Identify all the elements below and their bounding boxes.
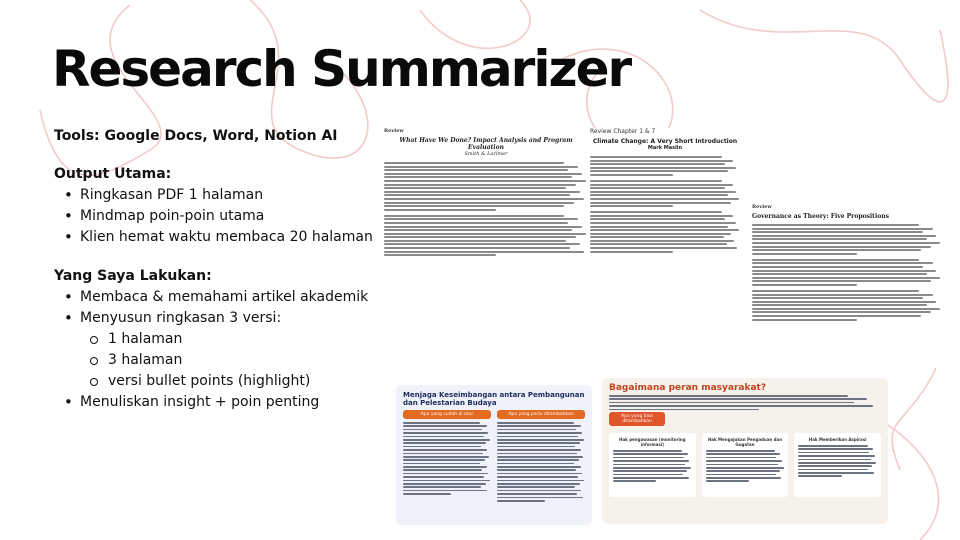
text-line xyxy=(384,198,584,200)
text-line xyxy=(613,474,683,476)
box-heading: Hak Mengajukan Pengaduan dan Gugatan xyxy=(707,436,783,447)
list-item-label: Menyusun ringkasan 3 versi: xyxy=(80,310,282,326)
text-line xyxy=(752,262,933,264)
text-line xyxy=(384,191,580,193)
text-line xyxy=(384,229,572,231)
text-line xyxy=(590,198,739,200)
card-pill-label: Apa yang bisa ditambahkan xyxy=(609,412,665,426)
text-line xyxy=(590,184,733,186)
text-line xyxy=(752,284,857,286)
text-line xyxy=(384,162,564,164)
text-line xyxy=(384,240,566,242)
card-text-block xyxy=(798,445,877,477)
list-item: • Ringkasan PDF 1 halaman xyxy=(54,185,374,206)
text-line xyxy=(384,166,578,168)
text-line xyxy=(590,205,673,207)
text-line xyxy=(798,472,874,474)
text-line xyxy=(798,465,872,467)
tasks-list xyxy=(54,287,374,413)
text-line xyxy=(613,450,682,452)
text-line xyxy=(798,462,876,464)
text-line xyxy=(798,448,873,450)
text-line xyxy=(752,259,919,261)
text-line xyxy=(590,156,722,158)
text-line xyxy=(590,187,725,189)
text-line xyxy=(403,449,487,451)
text-line xyxy=(590,243,727,245)
text-line xyxy=(497,463,574,465)
document-thumbnail-climate-change xyxy=(590,128,740,340)
doc-text-block xyxy=(752,290,942,321)
text-line xyxy=(590,174,673,176)
text-line xyxy=(497,456,583,458)
text-line xyxy=(497,490,581,492)
text-line xyxy=(613,470,687,472)
list-item: • Membaca & memahami artikel akademik xyxy=(54,287,374,308)
card-text-block xyxy=(497,422,585,502)
doc-author: Mark Maslin xyxy=(647,145,683,151)
card-pill-label: Apa yang perlu ditambahkan xyxy=(497,410,585,419)
infographic-card-pembangunan xyxy=(396,385,592,525)
text-line xyxy=(590,226,728,228)
text-line xyxy=(403,473,488,475)
text-line xyxy=(590,240,734,242)
text-line xyxy=(613,464,685,466)
text-line xyxy=(590,247,737,249)
text-line xyxy=(497,446,575,448)
text-line xyxy=(403,429,482,431)
text-line xyxy=(609,395,848,397)
text-line xyxy=(752,294,933,296)
text-line xyxy=(706,467,784,469)
text-line xyxy=(497,480,584,482)
text-line xyxy=(590,211,722,213)
text-line xyxy=(497,432,582,434)
tasks-heading: Yang Saya Lakukan: xyxy=(54,268,212,284)
text-line xyxy=(497,497,583,499)
text-line xyxy=(752,270,936,272)
doc-tag: Review xyxy=(384,128,404,134)
doc-tag: Review xyxy=(752,204,772,210)
text-line xyxy=(384,218,578,220)
text-line xyxy=(403,439,490,441)
text-line xyxy=(497,425,581,427)
box-heading: Hak pengawasan (monitoring informasi) xyxy=(619,436,686,447)
text-line xyxy=(590,170,728,172)
doc-title: Governance as Theory: Five Propositions xyxy=(752,213,889,220)
text-line xyxy=(497,442,580,444)
text-line xyxy=(752,290,919,292)
text-line xyxy=(752,280,931,282)
box-heading: Hak Memberikan Aspirasi xyxy=(808,436,867,442)
text-line xyxy=(706,457,777,459)
text-line xyxy=(384,173,582,175)
text-line xyxy=(706,480,749,482)
text-line xyxy=(497,459,579,461)
text-line xyxy=(590,215,733,217)
text-line xyxy=(384,222,568,224)
text-line xyxy=(403,483,486,485)
text-line xyxy=(613,457,684,459)
text-line xyxy=(590,194,728,196)
text-line xyxy=(752,311,931,313)
text-line xyxy=(752,228,933,230)
text-line xyxy=(497,476,578,478)
text-line xyxy=(403,466,487,468)
text-line xyxy=(752,249,921,251)
sub-list-item: 3 halaman xyxy=(80,350,374,371)
text-line xyxy=(384,184,576,186)
output-list xyxy=(54,185,374,248)
text-line xyxy=(609,398,867,400)
text-line xyxy=(613,477,689,479)
doc-text-block xyxy=(384,215,588,257)
text-line xyxy=(384,226,582,228)
card-box xyxy=(794,433,881,497)
text-line xyxy=(497,449,581,451)
text-line xyxy=(403,486,481,488)
text-line xyxy=(403,446,481,448)
card-text-block xyxy=(706,450,785,482)
doc-text-block xyxy=(752,259,942,286)
doc-tag: Review Chapter 1 & 7 xyxy=(590,128,656,135)
version-list xyxy=(80,329,374,392)
doc-author: Smith & Larimer xyxy=(464,151,508,157)
text-line xyxy=(609,405,873,407)
text-line xyxy=(706,470,780,472)
list-item: • Menuliskan insight + poin penting xyxy=(54,392,374,413)
text-line xyxy=(590,251,673,253)
infographic-card-peran-masyarakat xyxy=(602,378,888,524)
text-line xyxy=(590,202,731,204)
text-line xyxy=(403,453,483,455)
card-text-block xyxy=(403,422,491,495)
text-line xyxy=(752,266,923,268)
text-line xyxy=(706,464,778,466)
text-line xyxy=(752,246,931,248)
text-line xyxy=(752,273,927,275)
text-line xyxy=(384,236,576,238)
text-line xyxy=(497,466,581,468)
text-line xyxy=(497,453,577,455)
card-title: Bagaimana peran masyarakat? xyxy=(609,383,767,393)
doc-text-block xyxy=(590,180,740,207)
text-line xyxy=(497,422,574,424)
list-item xyxy=(54,308,374,392)
text-line xyxy=(403,456,489,458)
text-line xyxy=(384,205,564,207)
text-line xyxy=(590,160,733,162)
card-text-block xyxy=(613,450,692,482)
list-item: • Klien hemat waktu membaca 20 halaman xyxy=(54,227,374,248)
text-line xyxy=(403,469,482,471)
doc-text-block xyxy=(590,156,740,176)
text-line xyxy=(590,222,736,224)
text-line xyxy=(497,486,575,488)
page-title: Research Summarizer xyxy=(52,40,631,98)
text-line xyxy=(497,469,576,471)
text-line xyxy=(590,229,739,231)
text-line xyxy=(752,253,857,255)
text-line xyxy=(497,473,582,475)
text-line xyxy=(384,176,572,178)
text-line xyxy=(497,429,576,431)
text-line xyxy=(706,453,781,455)
text-line xyxy=(384,233,586,235)
doc-title: What Have We Done? Impact Analysis and Program Evaluation xyxy=(399,137,573,151)
text-line xyxy=(497,483,580,485)
text-line xyxy=(384,169,568,171)
text-line xyxy=(497,493,577,495)
text-line xyxy=(752,277,940,279)
text-line xyxy=(613,467,691,469)
text-line xyxy=(798,445,867,447)
text-line xyxy=(384,243,580,245)
text-line xyxy=(706,474,776,476)
text-line xyxy=(798,455,874,457)
text-line xyxy=(752,224,919,226)
text-line xyxy=(590,167,736,169)
text-line xyxy=(752,242,940,244)
text-line xyxy=(403,425,487,427)
text-line xyxy=(752,235,936,237)
text-line xyxy=(613,480,656,482)
text-line xyxy=(384,202,574,204)
text-line xyxy=(752,231,923,233)
text-line xyxy=(752,315,921,317)
text-line xyxy=(609,402,854,404)
text-line xyxy=(403,422,480,424)
text-line xyxy=(384,194,570,196)
doc-text-block xyxy=(590,211,740,253)
sub-list-item: versi bullet points (highlight) xyxy=(80,371,374,392)
text-line xyxy=(384,180,586,182)
card-box xyxy=(702,433,789,497)
text-line xyxy=(590,233,731,235)
text-line xyxy=(403,493,451,495)
text-line xyxy=(497,500,545,502)
text-line xyxy=(403,463,480,465)
text-line xyxy=(706,460,782,462)
text-line xyxy=(752,238,927,240)
text-line xyxy=(403,459,485,461)
sub-list-item: 1 halaman xyxy=(80,329,374,350)
text-line xyxy=(590,180,722,182)
text-line xyxy=(752,297,923,299)
text-line xyxy=(798,452,869,454)
text-line xyxy=(798,469,868,471)
doc-text-block xyxy=(752,224,942,255)
card-pill-label: Apa yang sudah di atur xyxy=(403,410,491,419)
list-item: • Mindmap poin-poin utama xyxy=(54,206,374,227)
text-line xyxy=(752,304,927,306)
text-line xyxy=(384,251,584,253)
card-box xyxy=(609,433,696,497)
text-line xyxy=(384,247,570,249)
document-thumbnail-impact-analysis xyxy=(384,128,588,304)
text-line xyxy=(403,442,486,444)
text-line xyxy=(706,450,775,452)
text-line xyxy=(590,163,725,165)
text-line xyxy=(384,209,496,211)
tools-line: Tools: Google Docs, Word, Notion AI xyxy=(54,128,338,144)
card-title: Menjaga Keseimbangan antara Pembangunan dan Pelestarian Budaya xyxy=(403,391,585,407)
text-line xyxy=(497,436,578,438)
left-content xyxy=(54,128,374,413)
text-line xyxy=(590,191,736,193)
text-line xyxy=(403,476,484,478)
doc-text-block xyxy=(384,162,588,211)
text-line xyxy=(403,432,488,434)
text-line xyxy=(752,319,857,321)
output-heading: Output Utama: xyxy=(54,166,172,182)
text-line xyxy=(497,439,584,441)
text-line xyxy=(706,477,782,479)
text-line xyxy=(613,453,688,455)
text-line xyxy=(798,459,870,461)
text-line xyxy=(798,475,841,477)
text-line xyxy=(752,301,936,303)
doc-title: Climate Change: A Very Short Introduction xyxy=(592,138,738,145)
text-line xyxy=(752,308,940,310)
text-line xyxy=(384,187,566,189)
text-line xyxy=(403,480,490,482)
text-line xyxy=(403,490,487,492)
text-line xyxy=(590,218,725,220)
text-line xyxy=(403,436,484,438)
text-line xyxy=(384,254,496,256)
text-line xyxy=(384,215,564,217)
text-line xyxy=(590,236,724,238)
document-thumbnail-governance xyxy=(752,204,942,368)
card-text-block xyxy=(609,395,881,410)
text-line xyxy=(609,409,759,411)
text-line xyxy=(613,460,689,462)
